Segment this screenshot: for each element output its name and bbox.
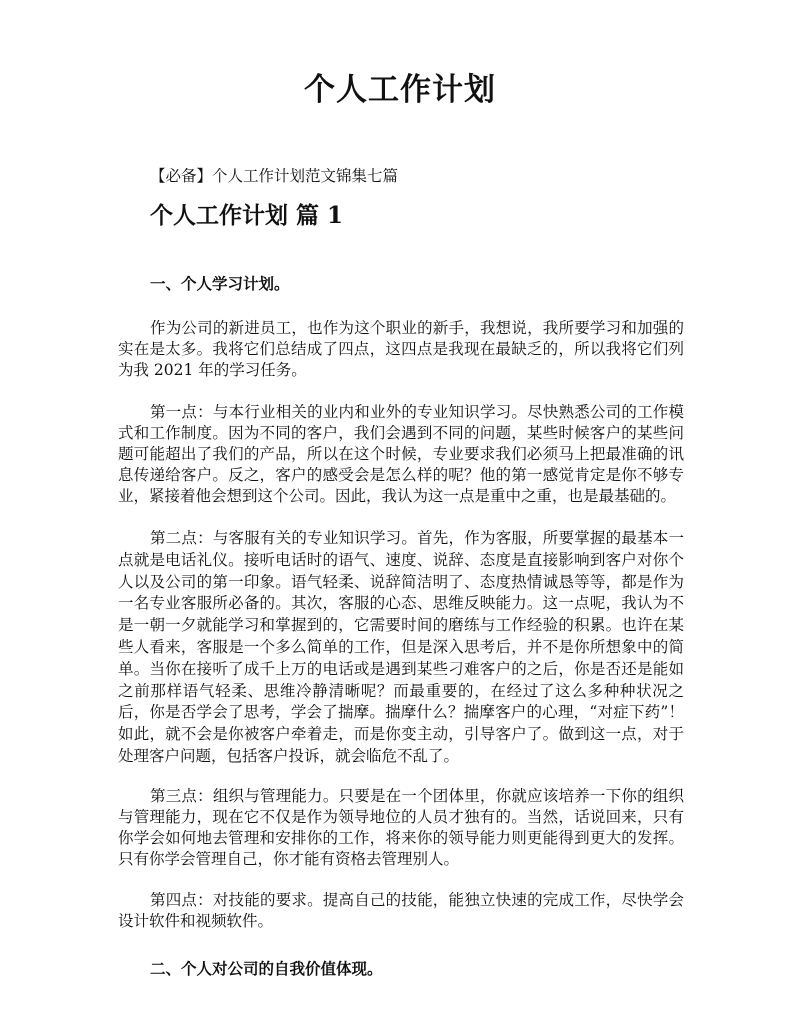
section-title: 个人工作计划 篇 1 (150, 202, 344, 229)
heading-self-value: 二、个人对公司的自我价值体现。 (150, 959, 383, 978)
document-title: 个人工作计划 (304, 72, 496, 108)
document-subtitle: 【必备】个人工作计划范文锦集七篇 (150, 167, 399, 185)
heading-learning-plan: 一、个人学习计划。 (150, 274, 290, 293)
paragraph-intro: 作为公司的新进员工，也作为这个职业的新手，我想说，我所要学习和加强的实在是太多。我将它们总结成了四点，这四点是我现在最缺乏的，所以我将它们列为我 2021 年的学习任务。 (118, 319, 684, 379)
paragraph-point-2: 第二点：与客服有关的专业知识学习。首先，作为客服，所要掌握的最基本一点就是电话礼仪。接听电话时的语气、速度、说辞、态度是直接影响到客户对你个人以及公司的第一印象。语气轻柔、说辞简洁明了、态度热情诚恳等等，都是作为一名专业客服所必备的。其次，客服的心态、思维反映能力。这一点呢，我认为不是一朝一夕就能学习和掌握到的，它需要时间的磨练与工作经验的积累。也许在某些人看来，客服是一个多么简单的工作，但是深入思考后，并不是你所想象中的简单。当你在接听了成千上万的电话或是遇到某些刁难客户的之后，你是否还是能如之前那样语气轻柔、思维冷静清晰呢？而最重要的，在经过了这么多种种状况之后，你是否学会了思考，学会了揣摩。揣摩什么？揣摩客户的心理，“对症下药”！如此，就不会是你被客户牵着走，而是你变主动，引导客户了。做到这一点，对于处理客户问题，包括客户投诉，就会临危不乱了。 (118, 529, 684, 765)
paragraph-point-3: 第三点：组织与管理能力。只要是在一个团体里，你就应该培养一下你的组织与管理能力，现在它不仅是作为领导地位的人员才独有的。当然，话说回来，只有你学会如何地去管理和安排你的工作，将来你的领导能力则更能得到更大的发挥。只有你学会管理自己，你才能有资格去管理别人。 (118, 787, 684, 868)
paragraph-point-4: 第四点：对技能的要求。提高自己的技能，能独立快速的完成工作，尽快学会设计软件和视频软件。 (118, 891, 684, 930)
paragraph-point-1: 第一点：与本行业相关的业内和业外的专业知识学习。尽快熟悉公司的工作模式和工作制度。因为不同的客户，我们会遇到不同的问题，某些时候客户的某些问题可能超出了我们的产品，所以在这个时候，专业要求我们必须马上把最准确的讯息传递给客户。反之，客户的感受会是怎么样的呢？他的第一感觉肯定是你不够专业，紧接着他会想到这个公司。因此，我认为这一点是重中之重，也是最基础的。 (118, 403, 684, 505)
